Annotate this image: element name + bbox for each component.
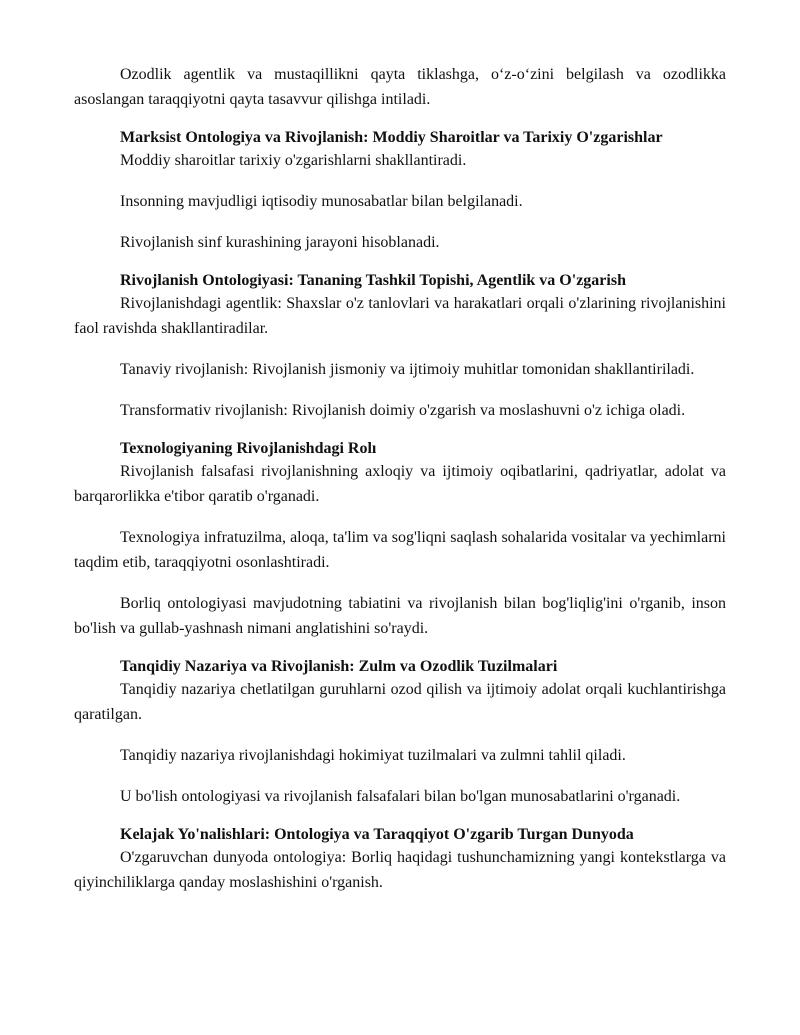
paragraph: Borliq ontologiyasi mavjudotning tabiatini va rivojlanish bilan bog'liqlig'ini o'rganib, inson bo'lish va gullab-yashnash nimani anglatishini so'raydi. <box>74 595 726 637</box>
section-future-directions <box>74 825 726 895</box>
section-heading: Texnologiyaning Rivojlanishdagi Rolı <box>120 440 377 457</box>
section-heading: Kelajak Yo'nalishlari: Ontologiya va Taraqqiyot O'zgarib Turgan Dunyoda <box>120 826 634 843</box>
section-heading: Rivojlanish Ontologiyasi: Tananing Tashkil Topishi, Agentlik va O'zgarish <box>120 272 626 289</box>
paragraph: Insonning mavjudligi iqtisodiy munosabatlar bilan belgilanadi. <box>120 193 523 210</box>
section-heading: Marksist Ontologiya va Rivojlanish: Moddiy Sharoitlar va Tarixiy O'zgarishlar <box>120 129 663 146</box>
section-development-ontology <box>74 271 726 423</box>
intro-paragraph: Ozodlik agentlik va mustaqillikni qayta tiklashga, o‘z-o‘zini belgilash va ozodlikka asoslangan taraqqiyotni qayta tasavvur qilishga intiladi. <box>74 66 726 108</box>
section-marxist-ontology <box>74 128 726 255</box>
paragraph: Tanaviy rivojlanish: Rivojlanish jismoniy va ijtimoiy muhitlar tomonidan shakllantiriladi. <box>120 361 695 378</box>
paragraph: Moddiy sharoitlar tarixiy o'zgarishlarni shakllantiradi. <box>120 152 467 169</box>
paragraph: Rivojlanishdagi agentlik: Shaxslar o'z tanlovlari va harakatlari orqali o'zlarining rivojlanishini faol ravishda shakllantiradilar. <box>74 295 726 337</box>
paragraph: Tanqidiy nazariya rivojlanishdagi hokimiyat tuzilmalari va zulmni tahlil qiladi. <box>120 747 626 764</box>
paragraph: O'zgaruvchan dunyoda ontologiya: Borliq haqidagi tushunchamizning yangi kontekstlarga va qiyinchiliklarga qanday moslashishini o'rganish. <box>74 849 726 891</box>
paragraph: U bo'lish ontologiyasi va rivojlanish falsafalari bilan bo'lgan munosabatlarini o'rganadi. <box>120 788 681 805</box>
paragraph: Transformativ rivojlanish: Rivojlanish doimiy o'zgarish va moslashuvni o'z ichiga oladi. <box>120 402 686 419</box>
section-critical-theory <box>74 657 726 809</box>
paragraph: Tanqidiy nazariya chetlatilgan guruhlarni ozod qilish va ijtimoiy adolat orqali kuchlantirishga qaratilgan. <box>74 681 726 723</box>
paragraph: Rivojlanish falsafasi rivojlanishning axloqiy va ijtimoiy oqibatlarini, qadriyatlar, adolat va barqarorlikka e'tibor qaratib o'rganadi. <box>74 463 726 505</box>
section-heading: Tanqidiy Nazariya va Rivojlanish: Zulm va Ozodlik Tuzilmalari <box>120 658 558 675</box>
section-technology-role <box>74 439 726 641</box>
paragraph: Texnologiya infratuzilma, aloqa, ta'lim va sog'liqni saqlash sohalarida vositalar va yechimlarni taqdim etib, taraqqiyotni osonlashtiradi. <box>74 529 726 571</box>
paragraph: Rivojlanish sinf kurashining jarayoni hisoblanadi. <box>120 234 440 251</box>
